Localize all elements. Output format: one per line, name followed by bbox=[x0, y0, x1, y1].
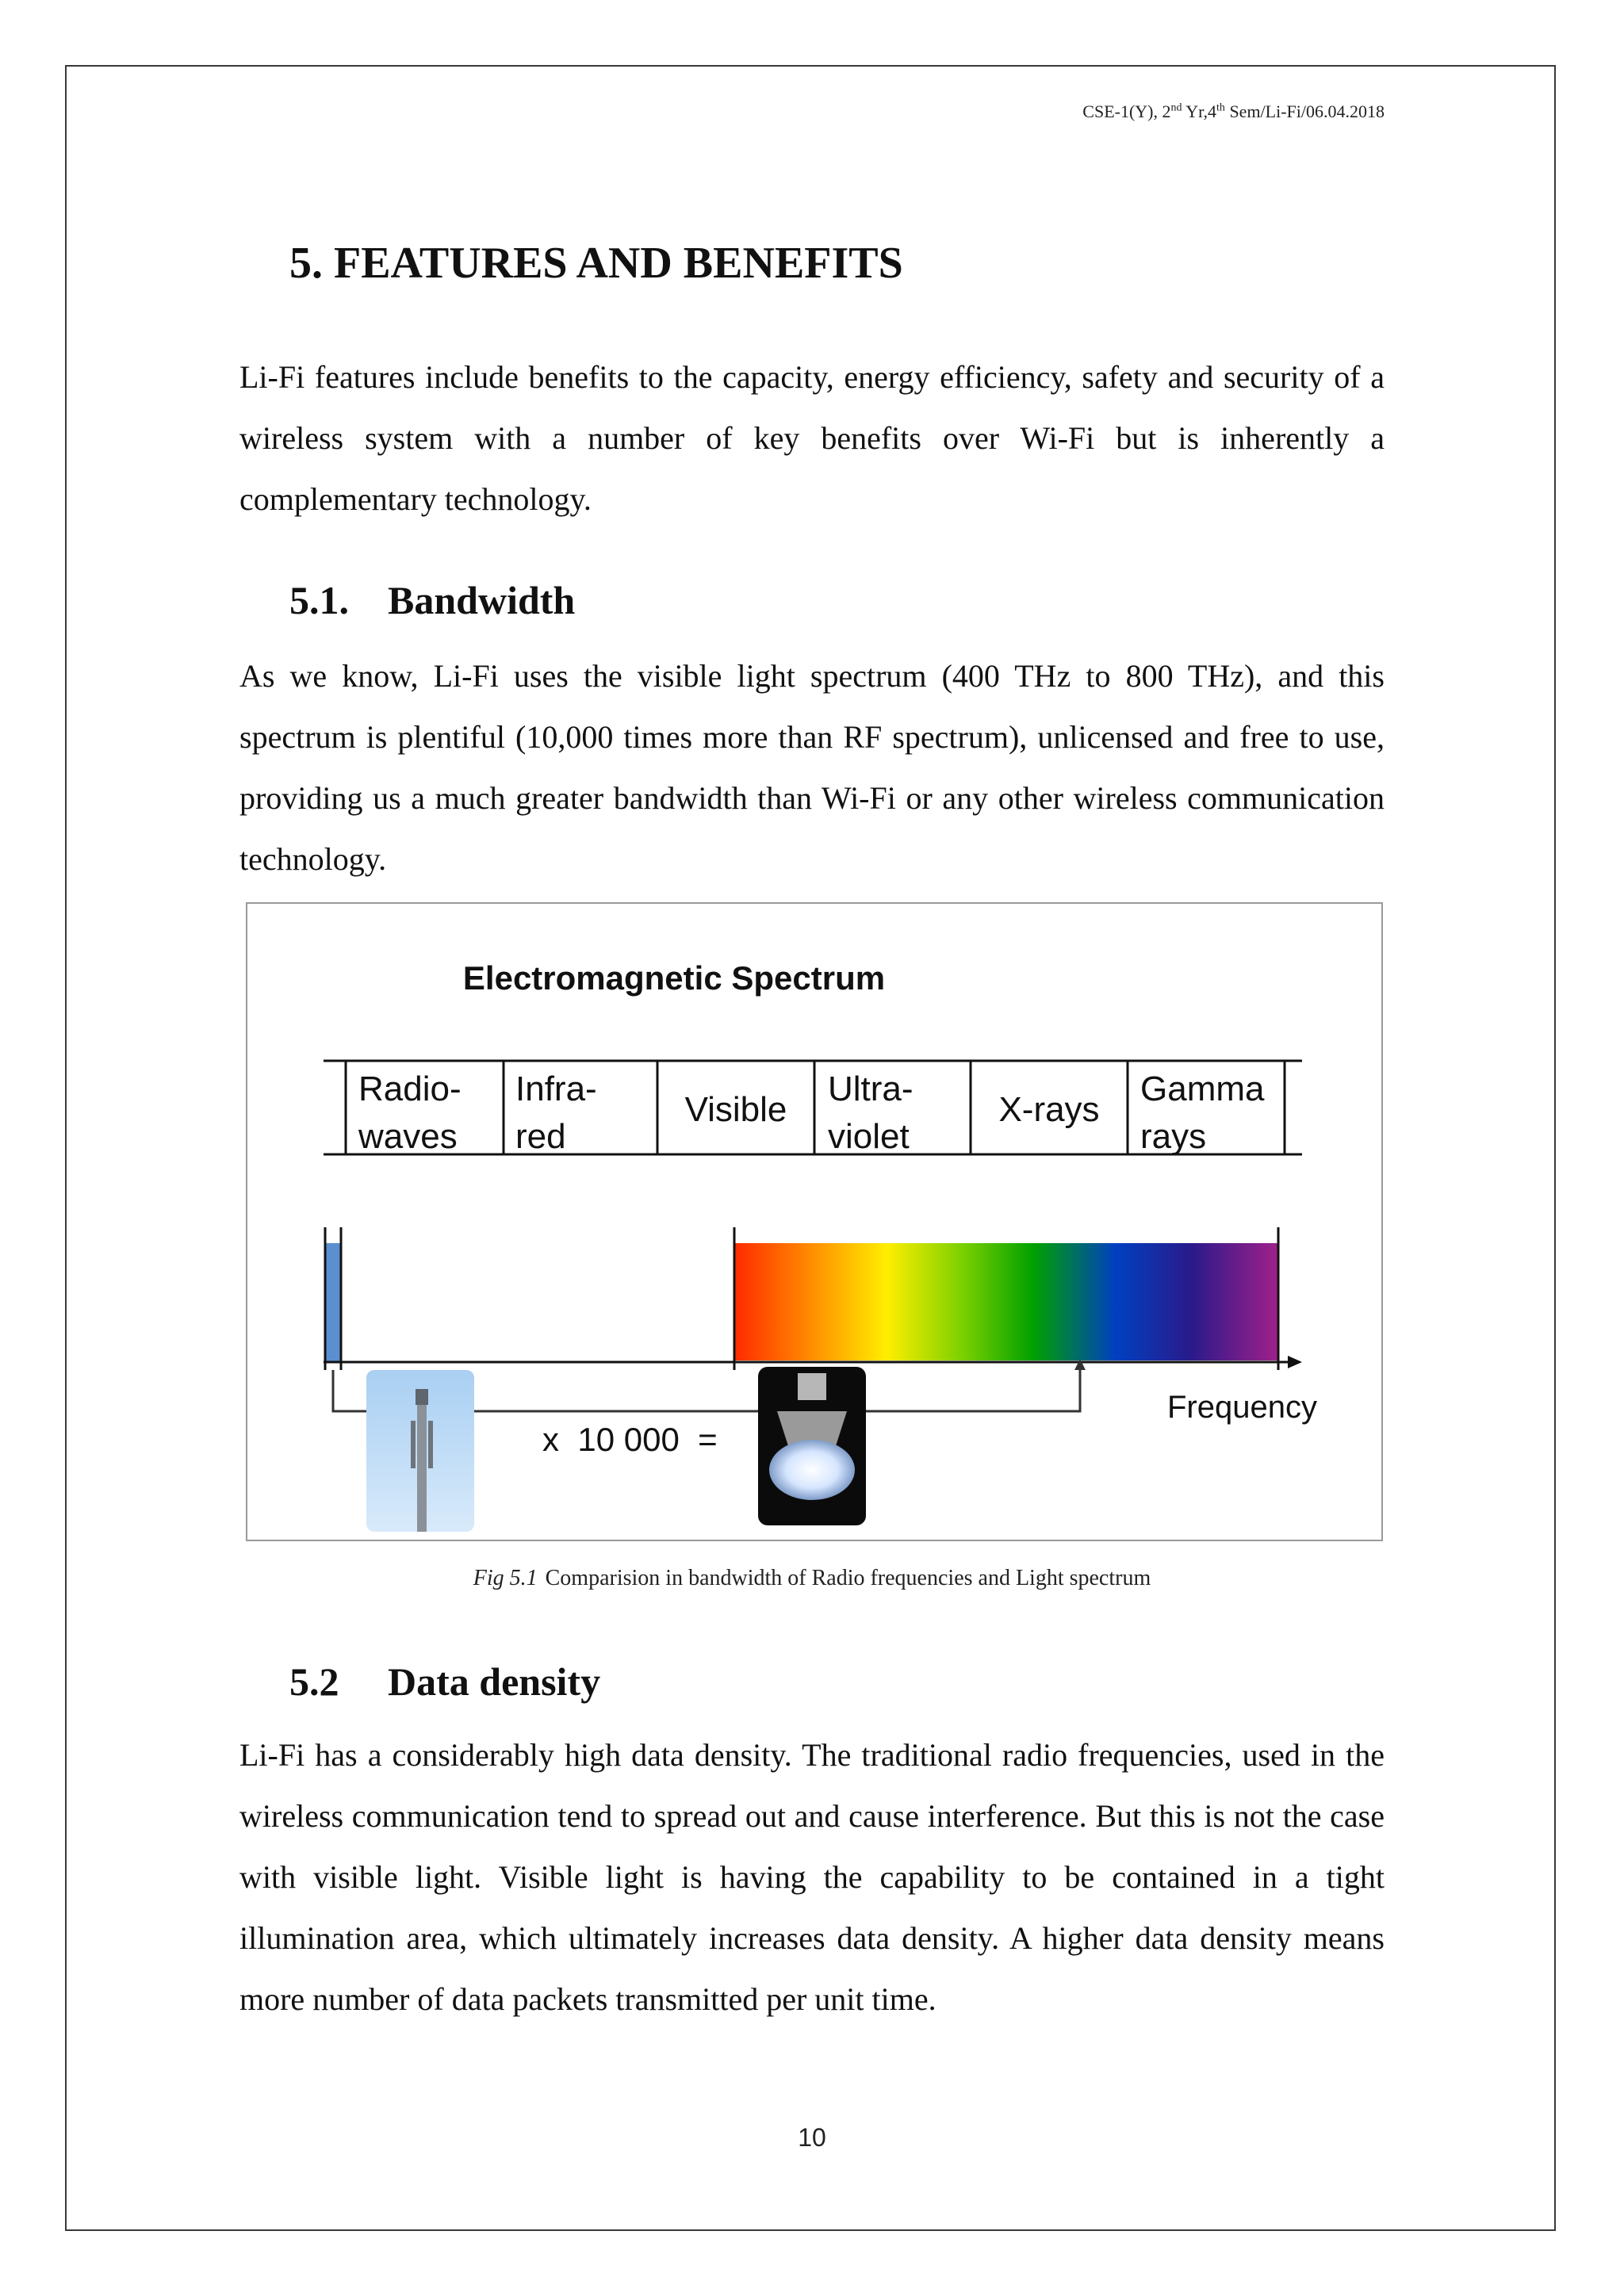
band-label-radio-line1: Radio- bbox=[358, 1070, 462, 1108]
caption-label: Fig 5.1 bbox=[473, 1566, 538, 1590]
section-title: 5. FEATURES AND BENEFITS bbox=[289, 239, 903, 288]
axis-label-frequency: Frequency bbox=[1167, 1390, 1317, 1425]
led-bulb-icon bbox=[758, 1367, 866, 1525]
radio-band-bar bbox=[325, 1243, 341, 1362]
caption-text: Comparision in bandwidth of Radio frequencies and Light spectrum bbox=[545, 1566, 1151, 1590]
band-label-gamma-line1: Gamma bbox=[1140, 1070, 1265, 1108]
band-label-visible: Visible bbox=[684, 1090, 787, 1129]
band-label-gamma-line2: rays bbox=[1140, 1117, 1207, 1156]
subsection-heading-data-density bbox=[289, 1659, 600, 1705]
visible-spectrum-bar bbox=[734, 1243, 1278, 1360]
spectrum-figure bbox=[246, 902, 1383, 1541]
subsection-number: 5.1. bbox=[289, 578, 349, 622]
band-label-ultraviolet-line2: violet bbox=[828, 1117, 910, 1156]
multiplier-text: x 10 000 = bbox=[542, 1421, 718, 1458]
subsection-title: Data density bbox=[388, 1659, 601, 1704]
radio-tower-icon bbox=[366, 1370, 474, 1532]
band-label-ultraviolet-line1: Ultra- bbox=[828, 1070, 914, 1108]
spectrum-diagram bbox=[247, 904, 1381, 1540]
band-label-infrared-line1: Infra- bbox=[515, 1070, 597, 1108]
subsection-number: 5.2 bbox=[289, 1659, 339, 1704]
subsection-heading-bandwidth bbox=[289, 577, 575, 623]
band-label-xrays: X-rays bbox=[998, 1090, 1100, 1129]
band-label-radio-line2: waves bbox=[358, 1117, 458, 1156]
section-intro: Li-Fi features include benefits to the capacity, energy efficiency, safety and security of a wireless system with a number of key benefits over Wi-Fi but is inherently a complementary technology. bbox=[239, 359, 1385, 517]
subsection-title: Bandwidth bbox=[388, 578, 576, 622]
bandwidth-paragraph: As we know, Li-Fi uses the visible light spectrum (400 THz to 800 THz), and this spectrum is plentiful (10,000 times more than RF spectrum), unlicensed and free to use, providing us a much greater bandwidth than Wi-Fi or any other wireless communication technology. bbox=[239, 658, 1385, 877]
page-number: 10 bbox=[798, 2123, 826, 2152]
data-density-paragraph: Li-Fi has a considerably high data density. The traditional radio frequencies, used in the wireless communication tend to spread out and cause interference. But this is not the case with visible light. Visible light is having the capability to be contained in a tight illumination area, which ultimately increases data density. A higher data density means more number of data packets transmitted per unit time. bbox=[239, 1737, 1385, 2017]
figure-title: Electromagnetic Spectrum bbox=[462, 959, 886, 997]
figure-caption bbox=[0, 1566, 1624, 1591]
running-header: CSE-1(Y), 2nd Yr,4th Sem/Li-Fi/06.04.2018 bbox=[1082, 101, 1385, 121]
band-label-infrared-line2: red bbox=[515, 1117, 566, 1156]
